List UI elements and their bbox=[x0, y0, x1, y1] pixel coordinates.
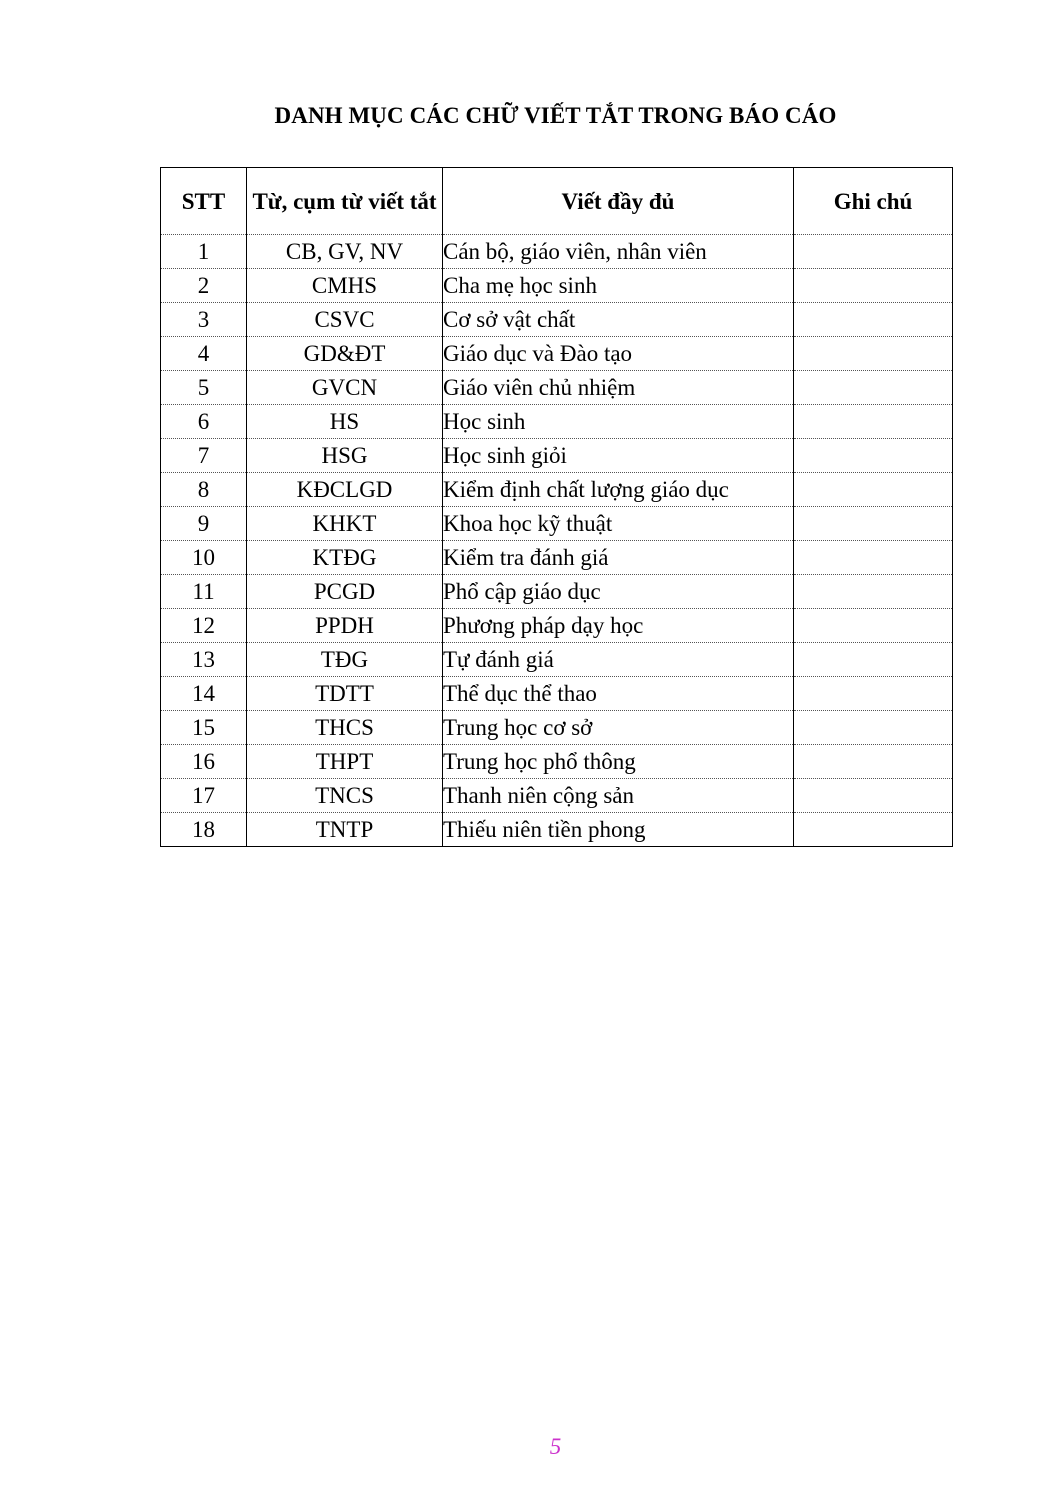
cell-full-form: Kiểm định chất lượng giáo dục bbox=[443, 473, 794, 507]
table-header-row bbox=[161, 168, 953, 235]
cell-full-form: Phương pháp dạy học bbox=[443, 609, 794, 643]
table-row bbox=[161, 813, 953, 847]
cell-abbreviation: THCS bbox=[247, 711, 443, 745]
cell-stt: 5 bbox=[161, 371, 247, 405]
header-abbreviation: Từ, cụm từ viết tắt bbox=[247, 168, 443, 235]
cell-stt: 18 bbox=[161, 813, 247, 847]
cell-full-form: Trung học phổ thông bbox=[443, 745, 794, 779]
cell-abbreviation: KHKT bbox=[247, 507, 443, 541]
cell-stt: 15 bbox=[161, 711, 247, 745]
table-row bbox=[161, 745, 953, 779]
cell-full-form: Cán bộ, giáo viên, nhân viên bbox=[443, 235, 794, 269]
cell-abbreviation: PPDH bbox=[247, 609, 443, 643]
cell-stt: 11 bbox=[161, 575, 247, 609]
cell-abbreviation: CB, GV, NV bbox=[247, 235, 443, 269]
cell-stt: 3 bbox=[161, 303, 247, 337]
page-title: DANH MỤC CÁC CHỮ VIẾT TẮT TRONG BÁO CÁO bbox=[274, 103, 837, 128]
cell-note bbox=[794, 473, 953, 507]
cell-note bbox=[794, 609, 953, 643]
table-row bbox=[161, 235, 953, 269]
cell-full-form: Phổ cập giáo dục bbox=[443, 575, 794, 609]
cell-stt: 17 bbox=[161, 779, 247, 813]
cell-note bbox=[794, 235, 953, 269]
cell-full-form: Thể dục thể thao bbox=[443, 677, 794, 711]
table-row bbox=[161, 677, 953, 711]
cell-note bbox=[794, 507, 953, 541]
abbreviations-table bbox=[160, 167, 953, 847]
cell-abbreviation: HSG bbox=[247, 439, 443, 473]
table-row bbox=[161, 575, 953, 609]
header-stt: STT bbox=[161, 168, 247, 235]
cell-note bbox=[794, 643, 953, 677]
cell-full-form: Học sinh giỏi bbox=[443, 439, 794, 473]
table-row bbox=[161, 473, 953, 507]
cell-note bbox=[794, 371, 953, 405]
table-row bbox=[161, 439, 953, 473]
cell-note bbox=[794, 575, 953, 609]
cell-stt: 4 bbox=[161, 337, 247, 371]
cell-note bbox=[794, 813, 953, 847]
cell-full-form: Tự đánh giá bbox=[443, 643, 794, 677]
cell-abbreviation: TNTP bbox=[247, 813, 443, 847]
cell-full-form: Học sinh bbox=[443, 405, 794, 439]
cell-note bbox=[794, 405, 953, 439]
cell-stt: 9 bbox=[161, 507, 247, 541]
table-row bbox=[161, 643, 953, 677]
cell-full-form: Khoa học kỹ thuật bbox=[443, 507, 794, 541]
cell-stt: 12 bbox=[161, 609, 247, 643]
cell-note bbox=[794, 745, 953, 779]
cell-abbreviation: THPT bbox=[247, 745, 443, 779]
cell-full-form: Thiếu niên tiền phong bbox=[443, 813, 794, 847]
cell-abbreviation: CSVC bbox=[247, 303, 443, 337]
table-row bbox=[161, 303, 953, 337]
cell-note bbox=[794, 541, 953, 575]
cell-full-form: Trung học cơ sở bbox=[443, 711, 794, 745]
header-full-form: Viết đầy đủ bbox=[443, 168, 794, 235]
cell-stt: 2 bbox=[161, 269, 247, 303]
cell-stt: 7 bbox=[161, 439, 247, 473]
table-body bbox=[161, 235, 953, 847]
cell-note bbox=[794, 677, 953, 711]
cell-abbreviation: HS bbox=[247, 405, 443, 439]
cell-abbreviation: KĐCLGD bbox=[247, 473, 443, 507]
cell-stt: 1 bbox=[161, 235, 247, 269]
cell-stt: 6 bbox=[161, 405, 247, 439]
cell-full-form: Cơ sở vật chất bbox=[443, 303, 794, 337]
header-note: Ghi chú bbox=[794, 168, 953, 235]
cell-note bbox=[794, 337, 953, 371]
table-row bbox=[161, 779, 953, 813]
cell-abbreviation: GVCN bbox=[247, 371, 443, 405]
cell-note bbox=[794, 439, 953, 473]
page-number: 5 bbox=[549, 1434, 562, 1459]
cell-stt: 13 bbox=[161, 643, 247, 677]
table-row bbox=[161, 609, 953, 643]
table-row bbox=[161, 507, 953, 541]
cell-full-form: Cha mẹ học sinh bbox=[443, 269, 794, 303]
cell-full-form: Giáo dục và Đào tạo bbox=[443, 337, 794, 371]
table-row bbox=[161, 541, 953, 575]
cell-note bbox=[794, 711, 953, 745]
cell-stt: 8 bbox=[161, 473, 247, 507]
cell-abbreviation: KTĐG bbox=[247, 541, 443, 575]
table-row bbox=[161, 711, 953, 745]
cell-abbreviation: TDTT bbox=[247, 677, 443, 711]
cell-stt: 10 bbox=[161, 541, 247, 575]
cell-abbreviation: TĐG bbox=[247, 643, 443, 677]
cell-stt: 16 bbox=[161, 745, 247, 779]
cell-full-form: Giáo viên chủ nhiệm bbox=[443, 371, 794, 405]
cell-note bbox=[794, 303, 953, 337]
cell-note bbox=[794, 269, 953, 303]
cell-abbreviation: PCGD bbox=[247, 575, 443, 609]
table-row bbox=[161, 269, 953, 303]
table-row bbox=[161, 371, 953, 405]
cell-stt: 14 bbox=[161, 677, 247, 711]
cell-note bbox=[794, 779, 953, 813]
cell-abbreviation: CMHS bbox=[247, 269, 443, 303]
cell-full-form: Thanh niên cộng sản bbox=[443, 779, 794, 813]
cell-abbreviation: TNCS bbox=[247, 779, 443, 813]
table-row bbox=[161, 337, 953, 371]
cell-abbreviation: GD&ĐT bbox=[247, 337, 443, 371]
cell-full-form: Kiểm tra đánh giá bbox=[443, 541, 794, 575]
table-row bbox=[161, 405, 953, 439]
